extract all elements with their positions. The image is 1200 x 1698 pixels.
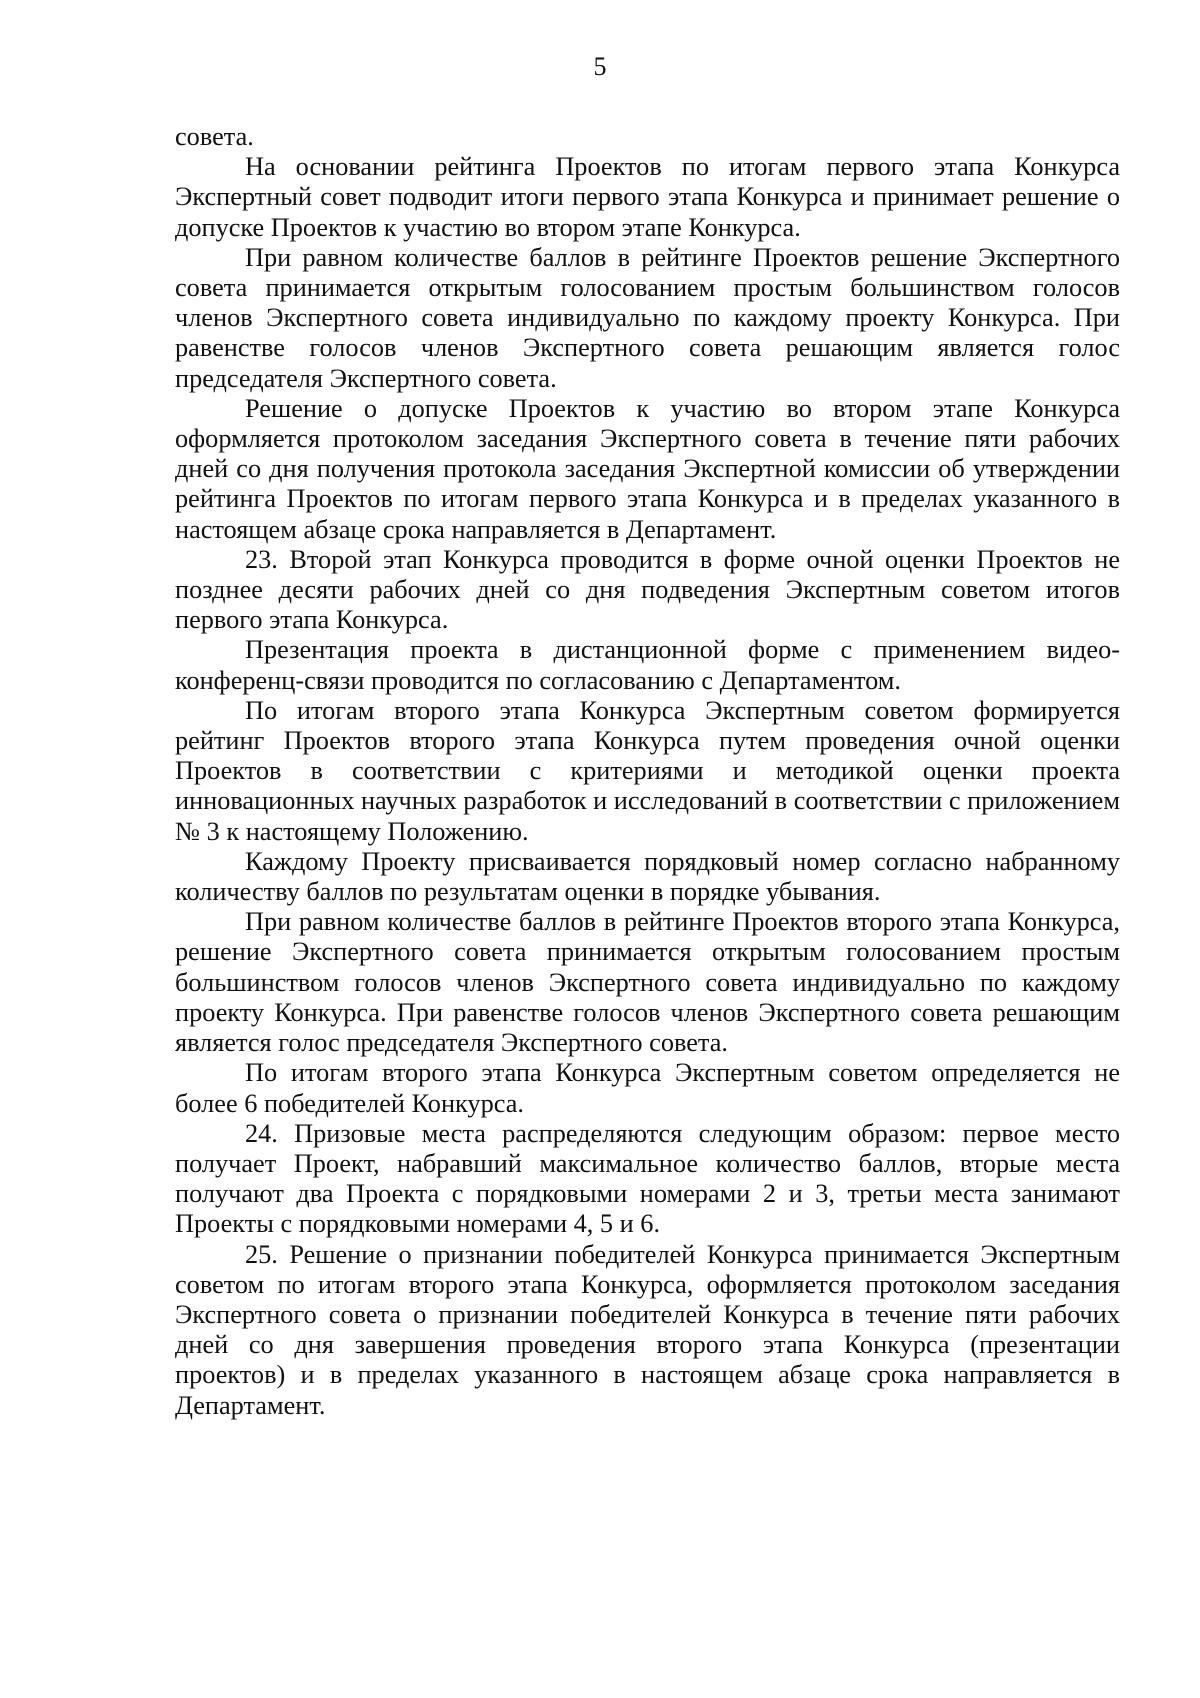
paragraph-ordinal-number: Каждому Проекту присваивается порядковый номер согласно набранному количеству баллов по результатам оценки в порядке убывания. [175,846,1120,907]
paragraph-first-stage-results: На основании рейтинга Проектов по итогам первого этапа Конкурса Экспертный совет подводит итоги первого этапа Конкурса и принимает решение о допуске Проектов к участию во втором этапе Конкурса. [175,152,1120,242]
paragraph-second-stage-rating: По итогам второго этапа Конкурса Экспертным советом формируется рейтинг Проектов второго этапа Конкурса путем проведения очной оценки Проектов в соответствии с критериями и методикой оценки проекта инновационных научных разработок и исследований в соответствии с приложением № 3 к настоящему Положению. [175,695,1120,846]
paragraph-remote-presentation: Презентация проекта в дистанционной форме с применением видео-конференц-связи проводится по согласованию с Департаментом. [175,635,1120,695]
paragraph-admission-decision: Решение о допуске Проектов к участию во втором этапе Конкурса оформляется протоколом заседания Экспертного совета в течение пяти рабочих дней со дня получения протокола заседания Экспертной комиссии об утверждении рейтинга Проектов по итогам первого этапа Конкурса и в пределах указанного в настоящем абзаце срока направляется в Департамент. [175,393,1120,544]
paragraph-equal-score-second-stage: При равном количестве баллов в рейтинге Проектов второго этапа Конкурса, решение Экспертного совета принимается открытым голосованием простым большинством голосов членов Экспертного совета индивидуально по каждому проекту Конкурса. При равенстве голосов членов Экспертного совета решающим является голос председателя Экспертного совета. [175,907,1120,1058]
paragraph-winners-count: По итогам второго этапа Конкурса Экспертным советом определяется не более 6 победителей Конкурса. [175,1058,1120,1118]
paragraph-item-23: 23. Второй этап Конкурса проводится в форме очной оценки Проектов не позднее десяти рабочих дней со дня подведения Экспертным советом итогов первого этапа Конкурса. [175,544,1120,635]
paragraph-continuation: совета. [175,122,254,151]
paragraph-item-24: 24. Призовые места распределяются следующим образом: первое место получает Проект, набравший максимальное количество баллов, вторые места получают два Проекта с порядковыми номерами 2 и 3, третьи места занимают Проекты с порядковыми номерами 4, 5 и 6. [175,1118,1120,1239]
page-number: 5 [593,52,607,81]
document-body [175,122,1120,1421]
paragraph-equal-score-first-stage: При равном количестве баллов в рейтинге Проектов решение Экспертного совета принимается открытым голосованием простым большинством голосов членов Экспертного совета индивидуально по каждому проекту Конкурса. При равенстве голосов членов Экспертного совета решающим является голос председателя Экспертного совета. [175,242,1120,393]
paragraph-item-25: 25. Решение о признании победителей Конкурса принимается Экспертным советом по итогам второго этапа Конкурса, оформляется протоколом заседания Экспертного совета о признании победителей Конкурса в течение пяти рабочих дней со дня завершения проведения второго этапа Конкурса (презентации проектов) и в пределах указанного в настоящем абзаце срока направляется в Департамент. [175,1239,1120,1420]
